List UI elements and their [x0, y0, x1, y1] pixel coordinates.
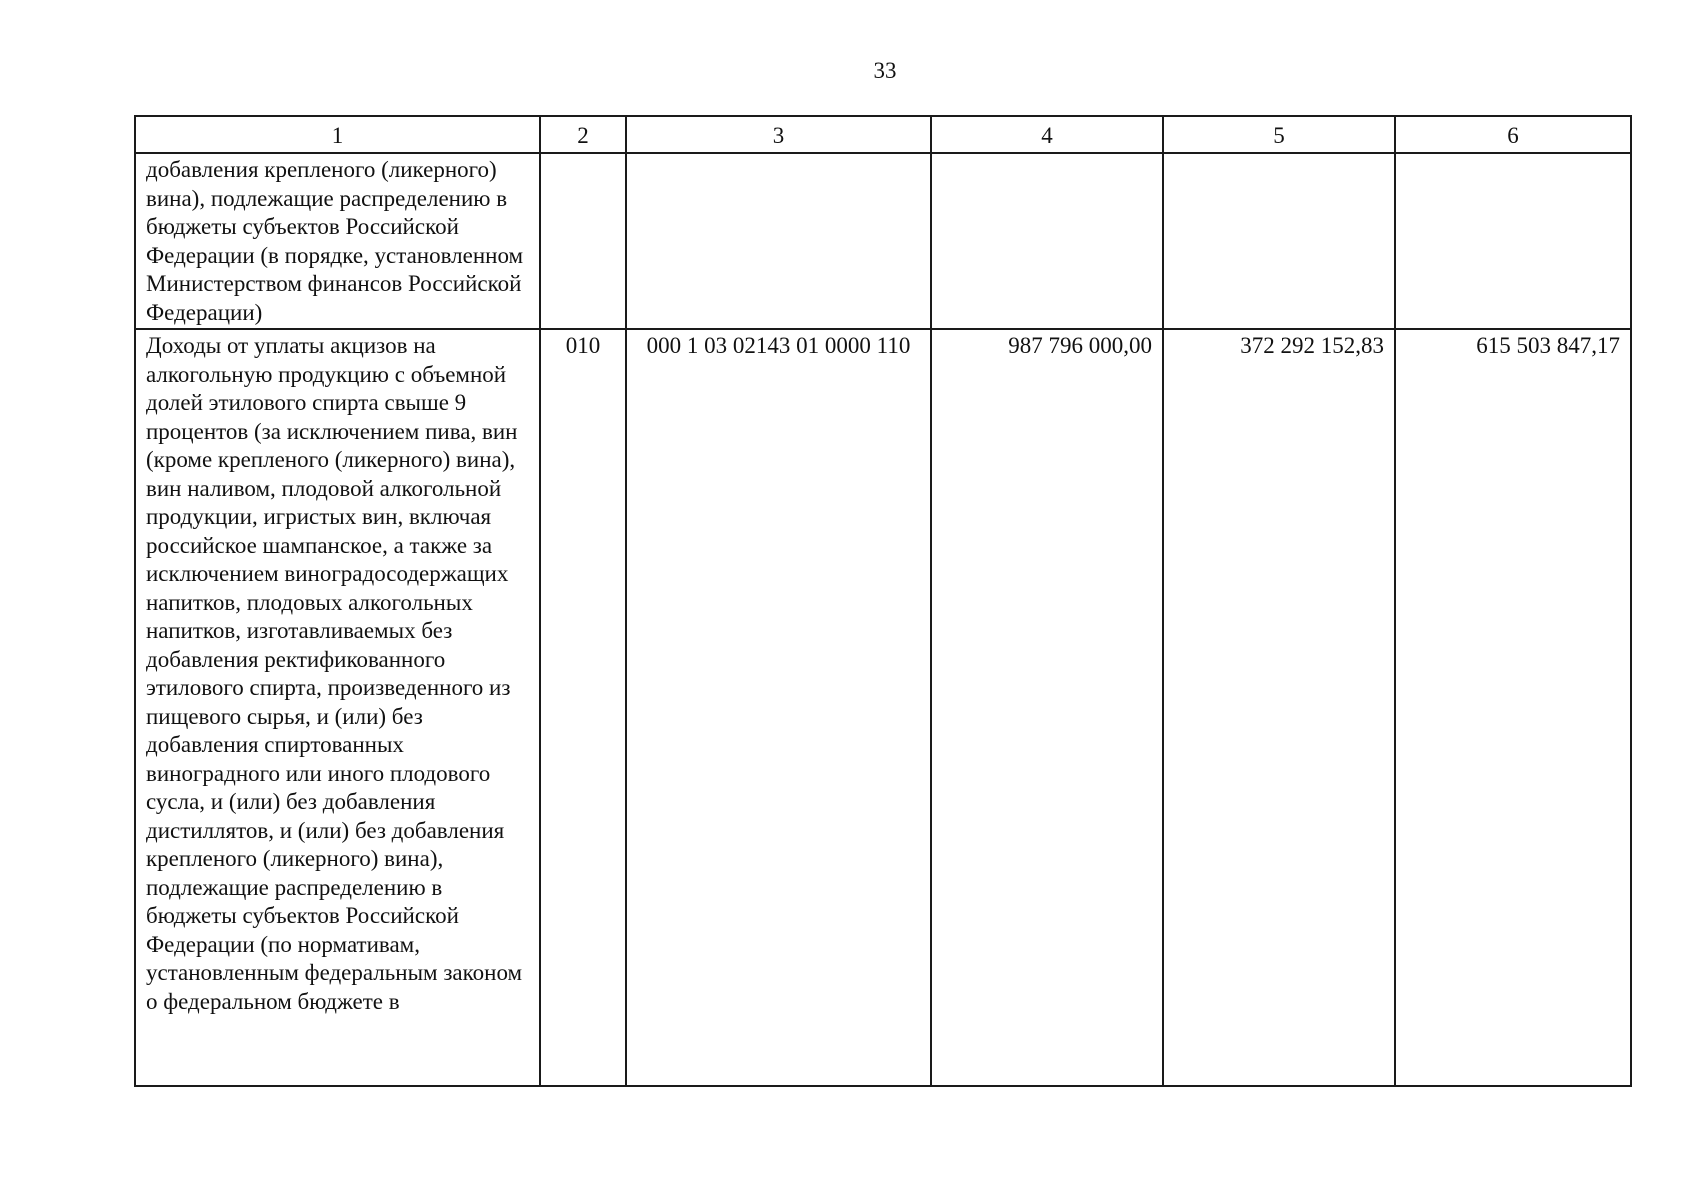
column-header-5: 5 [1163, 116, 1395, 153]
row-line-code-cell [540, 153, 626, 329]
column-header-3: 3 [626, 116, 931, 153]
row-income-code-cell [626, 153, 931, 329]
column-header-1: 1 [135, 116, 540, 153]
row-unexecuted-cell: 615 503 847,17 [1395, 329, 1631, 1086]
column-header-6: 6 [1395, 116, 1631, 153]
row-approved-cell: 987 796 000,00 [931, 329, 1163, 1086]
row-executed-cell [1163, 153, 1395, 329]
budget-table [134, 115, 1632, 1087]
page-number: 33 [873, 58, 897, 83]
column-header-4: 4 [931, 116, 1163, 153]
table-row [135, 153, 1631, 329]
row-unexecuted-cell [1395, 153, 1631, 329]
row-name-cell: добавления крепленого (ликерного) вина), подлежащие распределению в бюджеты субъектов Российской Федерации (в порядке, установленном Министерством финансов Российской Федерации) [135, 153, 540, 329]
table-row [135, 329, 1631, 1086]
row-line-code-cell: 010 [540, 329, 626, 1086]
row-name-cell: Доходы от уплаты акцизов на алкогольную продукцию с объемной долей этилового спирта свыше 9 процентов (за исключением пива, вин (кроме крепленого (ликерного) вина), вин наливом, плодовой алкогольной продукции, игристых вин, включая российское шампанское, а также за исключением виноградосодержащих напитков, плодовых алкогольных напитков, изготавливаемых без добавления ректификованного этилового спирта, произведенного из пищевого сырья, и (или) без добавления спиртованных виноградного или иного плодового сусла, и (или) без добавления дистиллятов, и (или) без добавления крепленого (ликерного) вина), подлежащие распределению в бюджеты субъектов Российской Федерации (по нормативам, установленным федеральным законом о федеральном бюджете в [135, 329, 540, 1086]
row-approved-cell [931, 153, 1163, 329]
row-executed-cell: 372 292 152,83 [1163, 329, 1395, 1086]
table-header-row [135, 116, 1631, 153]
column-header-2: 2 [540, 116, 626, 153]
row-income-code-cell: 000 1 03 02143 01 0000 110 [626, 329, 931, 1086]
